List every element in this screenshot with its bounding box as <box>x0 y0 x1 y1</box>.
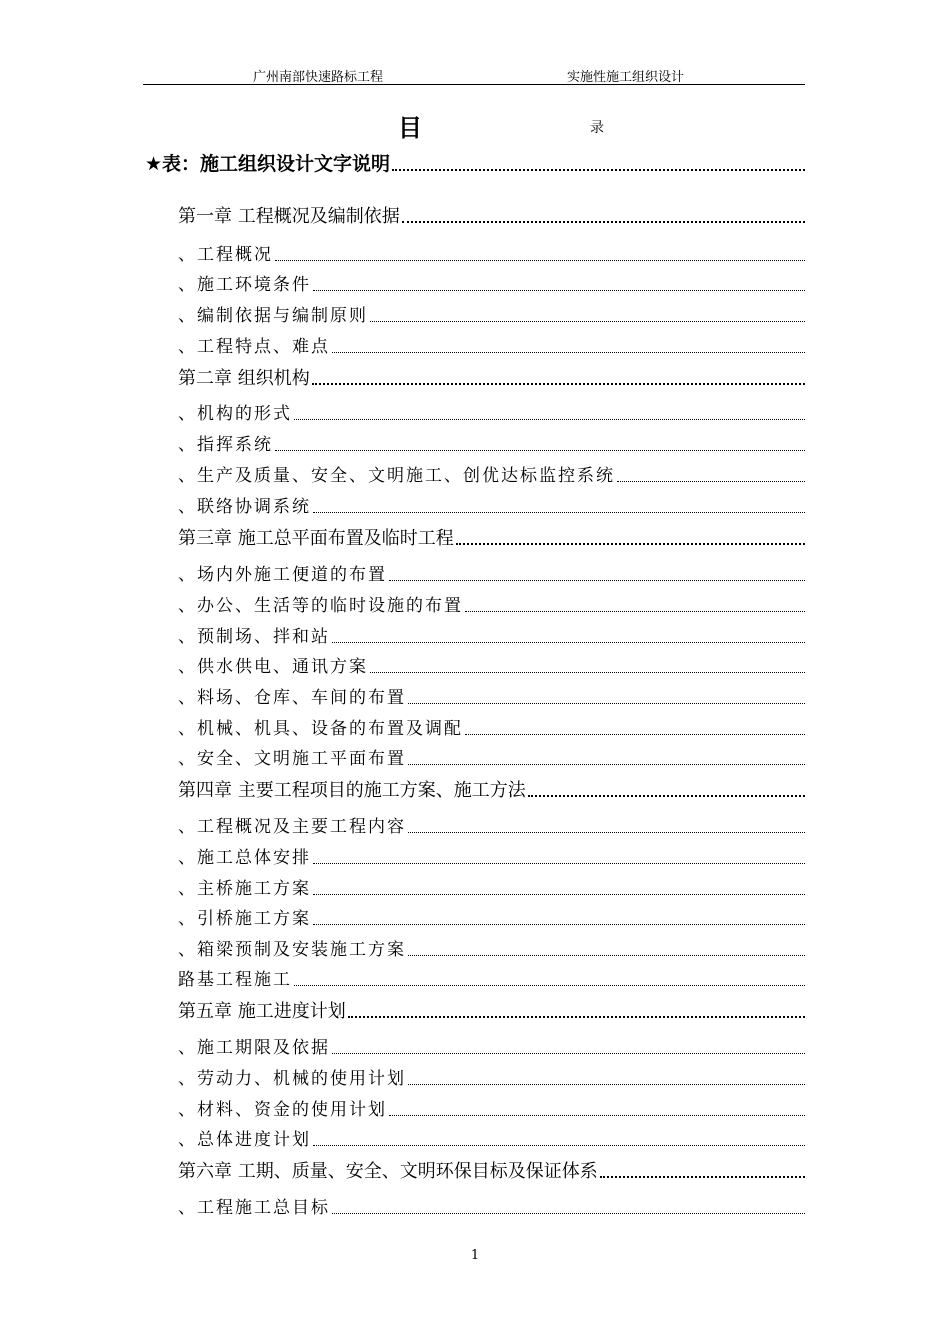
toc-chapter-entry[interactable] <box>178 997 805 1023</box>
toc-entry-label: 、劳动力、机械的使用计划 <box>178 1069 406 1089</box>
toc-dot-leader <box>370 671 805 673</box>
toc-section-entry[interactable] <box>178 1096 805 1120</box>
toc-entry-label: 、施工总体安排 <box>178 848 311 868</box>
toc-entry-label: 、生产及质量、安全、文明施工、创优达标监控系统 <box>178 466 615 486</box>
toc-chapter-entry[interactable] <box>178 1157 805 1183</box>
toc-section-entry[interactable] <box>178 1194 805 1218</box>
toc-section-entry[interactable] <box>178 623 805 647</box>
toc-section-entry[interactable] <box>178 1126 805 1150</box>
header-project-name: 广州南部快速路标工程 <box>253 70 384 85</box>
toc-entry-label: 、供水供电、通讯方案 <box>178 657 368 677</box>
toc-entry-label: 路基工程施工 <box>178 970 292 990</box>
toc-section-entry[interactable] <box>178 493 805 517</box>
toc-section-entry[interactable] <box>178 813 805 837</box>
toc-chapter-entry[interactable] <box>178 202 805 228</box>
toc-section-entry[interactable] <box>178 241 805 265</box>
toc-entry-label: 第六章 工期、质量、安全、文明环保目标及保证体系 <box>178 1161 598 1182</box>
header-document-title: 实施性施工组织设计 <box>567 70 685 85</box>
toc-section-entry[interactable] <box>178 1065 805 1089</box>
toc-dot-leader <box>332 1212 805 1214</box>
toc-dot-leader <box>313 289 805 291</box>
toc-dot-leader <box>408 954 805 956</box>
toc-dot-leader <box>408 831 805 833</box>
toc-entry-label: 、箱梁预制及安装施工方案 <box>178 940 406 960</box>
toc-dot-leader <box>332 351 805 353</box>
toc-section-entry[interactable] <box>178 1034 805 1058</box>
toc-section-entry[interactable] <box>178 715 805 739</box>
toc-dot-leader <box>617 480 805 482</box>
toc-entry-label: 、工程概况 <box>178 245 273 265</box>
toc-dot-leader <box>408 763 805 765</box>
toc-dot-leader <box>275 449 805 451</box>
toc-dot-leader <box>332 1052 805 1054</box>
toc-section-entry[interactable] <box>178 462 805 486</box>
toc-section-entry[interactable] <box>178 653 805 677</box>
toc-entry-label: 、材料、资金的使用计划 <box>178 1100 387 1120</box>
toc-chapter-entry[interactable] <box>178 364 805 390</box>
toc-section-entry[interactable] <box>178 905 805 929</box>
toc-section-entry[interactable] <box>178 333 805 357</box>
toc-section-entry[interactable] <box>178 684 805 708</box>
toc-entry-label: 、引桥施工方案 <box>178 909 311 929</box>
toc-entry-label: ★表：施工组织设计文字说明 <box>145 153 391 175</box>
toc-dot-leader <box>294 984 805 986</box>
toc-entry-label: 、联络协调系统 <box>178 497 311 517</box>
toc-entry-label: 、料场、仓库、车间的布置 <box>178 688 406 708</box>
toc-section-entry[interactable] <box>178 400 805 424</box>
toc-dot-leader <box>348 1015 805 1018</box>
toc-entry-label: 、机械、机具、设备的布置及调配 <box>178 719 463 739</box>
toc-entry-label: 、总体进度计划 <box>178 1130 311 1150</box>
toc-dot-leader <box>389 579 805 581</box>
toc-chapter-entry[interactable] <box>178 776 805 802</box>
toc-dot-leader <box>402 220 805 223</box>
page-number: 1 <box>470 1248 480 1263</box>
toc-section-entry[interactable] <box>178 745 805 769</box>
toc-section-entry[interactable] <box>178 844 805 868</box>
toc-entry-label: 、编制依据与编制原则 <box>178 306 368 326</box>
toc-dot-leader <box>313 862 805 864</box>
toc-dot-leader <box>408 1083 805 1085</box>
toc-entry-label: 第五章 施工进度计划 <box>178 1001 346 1022</box>
toc-section-entry[interactable] <box>178 561 805 585</box>
toc-entry-label: 、指挥系统 <box>178 435 273 455</box>
toc-dot-leader <box>465 610 805 612</box>
toc-dot-leader <box>600 1175 805 1178</box>
toc-entry-label: 、预制场、拌和站 <box>178 627 330 647</box>
toc-dot-leader <box>312 382 805 385</box>
toc-chapter-entry[interactable] <box>178 524 805 550</box>
toc-dot-leader <box>313 893 805 895</box>
toc-entry-label: 第二章 组织机构 <box>178 368 310 389</box>
toc-entry-label: 第四章 主要工程项目的施工方案、施工方法 <box>178 780 526 801</box>
toc-entry-label: 、主桥施工方案 <box>178 879 311 899</box>
toc-dot-leader <box>294 418 805 420</box>
toc-dot-leader <box>332 641 805 643</box>
toc-dot-leader <box>456 542 805 545</box>
toc-section-entry[interactable] <box>178 302 805 326</box>
toc-entry-label: 、施工环境条件 <box>178 275 311 295</box>
toc-title-part2: 录 <box>590 120 604 136</box>
toc-dot-leader <box>408 702 805 704</box>
toc-entry-label: 、办公、生活等的临时设施的布置 <box>178 596 463 616</box>
toc-dot-leader <box>465 733 805 735</box>
toc-dot-leader <box>313 511 805 513</box>
toc-title <box>0 108 950 142</box>
toc-entry-label: 、工程特点、难点 <box>178 337 330 357</box>
toc-dot-leader <box>313 1144 805 1146</box>
toc-top-entry[interactable] <box>145 150 805 176</box>
toc-dot-leader <box>528 794 805 797</box>
page-header <box>143 62 805 85</box>
toc-dot-leader <box>313 923 805 925</box>
toc-entry-label: 、施工期限及依据 <box>178 1038 330 1058</box>
toc-section-entry[interactable] <box>178 431 805 455</box>
toc-section-entry[interactable] <box>178 875 805 899</box>
toc-entry-label: 第一章 工程概况及编制依据 <box>178 206 400 227</box>
toc-entry-label: 、工程施工总目标 <box>178 1198 330 1218</box>
toc-title-part1: 目 <box>398 114 422 142</box>
toc-entry-label: 第三章 施工总平面布置及临时工程 <box>178 528 454 549</box>
toc-entry-label: 、场内外施工便道的布置 <box>178 565 387 585</box>
toc-dot-leader <box>392 168 805 171</box>
toc-dot-leader <box>370 320 805 322</box>
toc-section-entry[interactable] <box>178 592 805 616</box>
toc-entry-label: 、工程概况及主要工程内容 <box>178 817 406 837</box>
toc-dot-leader <box>275 259 805 261</box>
toc-section-entry[interactable] <box>178 271 805 295</box>
toc-section-entry[interactable] <box>178 936 805 960</box>
toc-section-entry[interactable] <box>178 966 805 990</box>
toc-dot-leader <box>389 1114 805 1116</box>
toc-entry-label: 、安全、文明施工平面布置 <box>178 749 406 769</box>
toc-entry-label: 、机构的形式 <box>178 404 292 424</box>
